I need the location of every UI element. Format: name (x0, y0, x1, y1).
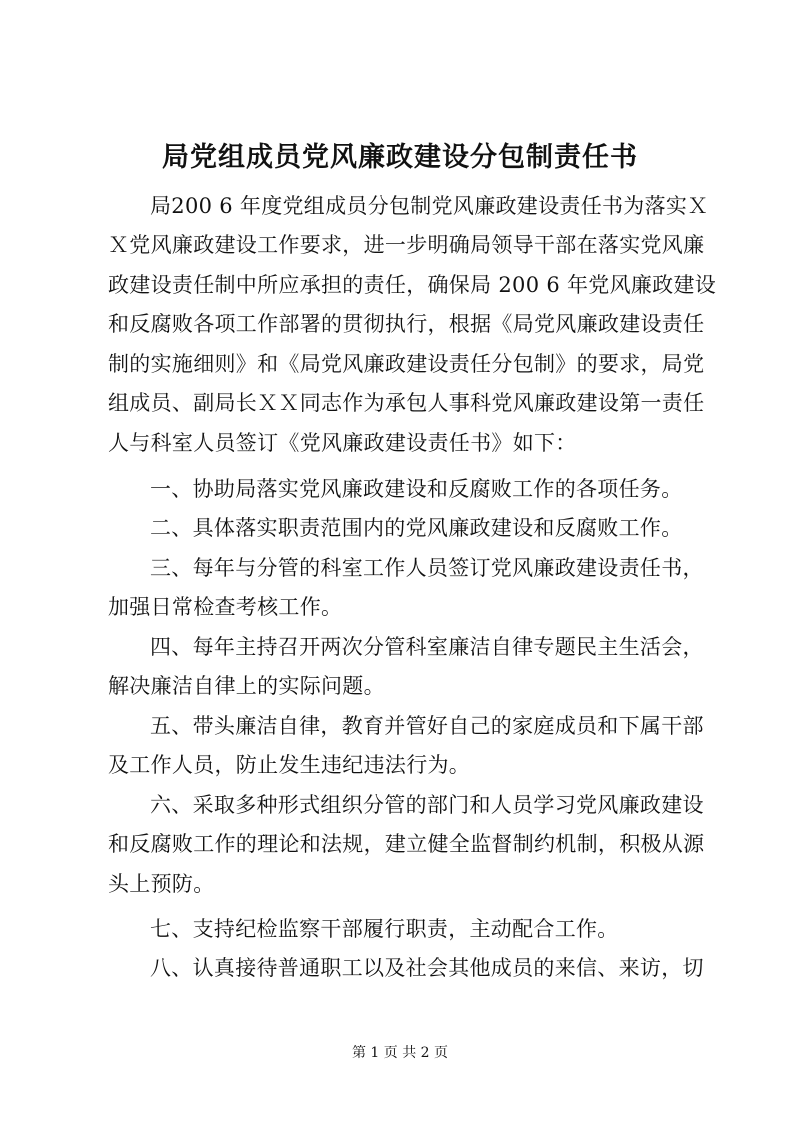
paragraph-line: 人与科室人员签订《党风廉政建设责任书》如下： (108, 431, 577, 455)
paragraph-line: 和反腐败各项工作部署的贯彻执行，根据《局党风廉政建设责任 (108, 312, 705, 336)
list-item-line: 三、每年与分管的科室工作人员签订党风廉政建设责任书， (150, 556, 704, 580)
paragraph-line: 政建设责任制中所应承担的责任，确保局 200 6 年党风廉政建设 (108, 273, 717, 297)
paragraph-line: 制的实施细则》和《局党风廉政建设责任分包制》的要求，局党 (108, 352, 705, 376)
document-title: 局党组成员党风廉政建设分包制责任书 (162, 142, 638, 173)
list-item-line: 二、具体落实职责范围内的党风廉政建设和反腐败工作。 (150, 516, 683, 540)
list-item-line: 和反腐败工作的理论和法规，建立健全监督制约机制，积极从源 (108, 832, 705, 856)
list-item-line: 解决廉洁自律上的实际问题。 (108, 674, 385, 698)
list-item-line: 加强日常检查考核工作。 (108, 595, 343, 619)
list-item-line: 六、采取多种形式组织分管的部门和人员学习党风廉政建设 (150, 793, 704, 817)
list-item-line: 及工作人员，防止发生违纪违法行为。 (108, 753, 471, 777)
paragraph-line: Ｘ党风廉政建设工作要求，进一步明确局领导干部在落实党风廉 (108, 233, 705, 257)
page-number: 第 1 页 共 2 页 (351, 1045, 449, 1061)
list-item-line: 四、每年主持召开两次分管科室廉洁自律专题民主生活会， (150, 635, 704, 659)
list-item-line: 八、认真接待普通职工以及社会其他成员的来信、来访，切 (150, 956, 704, 980)
list-item-line: 一、协助局落实党风廉政建设和反腐败工作的各项任务。 (150, 477, 683, 501)
list-item-line: 头上预防。 (108, 872, 215, 896)
list-item-line: 七、支持纪检监察干部履行职责，主动配合工作。 (150, 917, 619, 941)
paragraph-line: 组成员、副局长ＸＸ同志作为承包人事科党风廉政建设第一责任 (108, 391, 705, 415)
paragraph-line: 局200 6 年度党组成员分包制党风廉政建设责任书为落实Ｘ (150, 194, 709, 218)
list-item-line: 五、带头廉洁自律，教育并管好自己的家庭成员和下属干部 (150, 714, 704, 738)
